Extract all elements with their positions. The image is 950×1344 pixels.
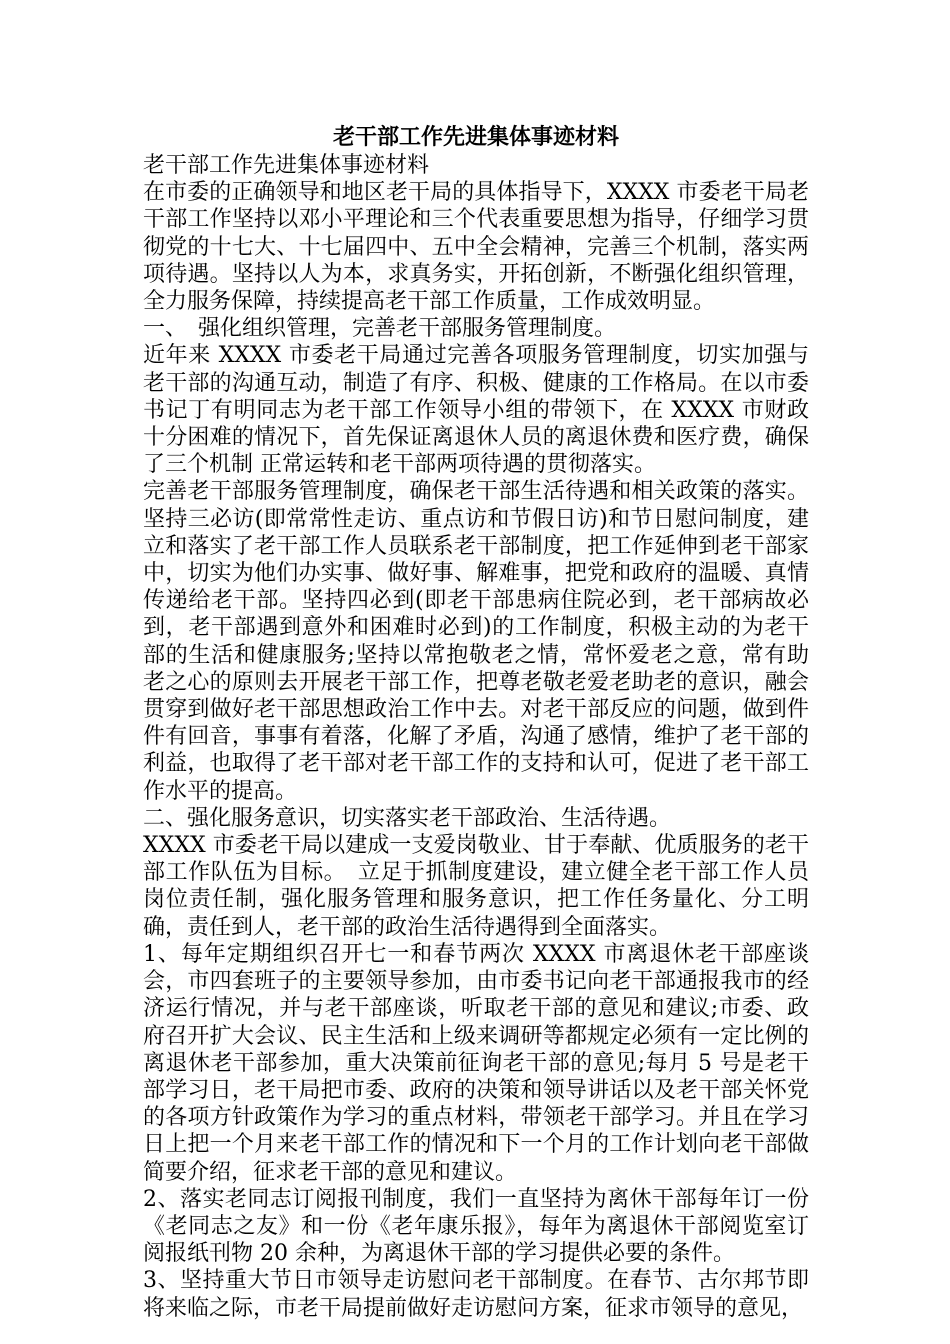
body-paragraph: XXXX 市委老干局以建成一支爱岗敬业、甘于奉献、优质服务的老干部工作队伍为目标。 立足于抓制度建设，建立健全老干部工作人员岗位责任制，强化服务管理和服务意识，把工作任务量化、分工明确，责任到人，老干部的政治生活待遇得到全面落实。: [143, 833, 809, 940]
list-item-3: 3、坚持重大节日市领导走访慰问老干部制度。在春节、古尔邦节即将来临之际，市老干局提前做好走访慰问方案，征求市领导的意见，: [143, 1268, 809, 1321]
document-title: 老干部工作先进集体事迹材料: [332, 124, 619, 150]
list-item-1: 1、每年定期组织召开七一和春节两次 XXXX 市离退休老干部座谈会，市四套班子的主要领导参加，由市委书记向老干部通报我市的经济运行情况，并与老干部座谈，听取老干部的意见和建议;市委、政府召开扩大会议、民主生活和上级来调研等都规定必须有一定比例的离退休老干部参加，重大决策前征询老干部的意见;每月 5 号是老干部学习日，老干局把市委、政府的决策和领导讲话以及老干部关怀党的各项方针政策作为学习的重点材料，带领老干部学习。并且在学习日上把一个月来老干部工作的情况和下一个月的工作计划向老干部做简要介绍，征求老干部的意见和建议。: [143, 941, 809, 1185]
body-paragraph: 完善老干部服务管理制度，确保老干部生活待遇和相关政策的落实。坚持三必访(即常常性走访、重点访和节假日访)和节日慰问制度，建立和落实了老干部工作人员联系老干部制度，把工作延伸到老干部家中，切实为他们办实事、做好事、解难事，把党和政府的温暖、真情传递给老干部。坚持四必到(即老干部患病住院必到，老干部病故必到，老干部遇到意外和困难时必到)的工作制度，积极主动的为老干部的生活和健康服务;坚持以常抱敬老之情，常怀爱老之意，常有助老之心的原则去开展老干部工作，把尊老敬老爱老助老的意识，融会贯穿到做好老干部思想政治工作中去。对老干部反应的问题，做到件件有回音，事事有着落，化解了矛盾，沟通了感情，维护了老干部的利益，也取得了老干部对老干部工作的支持和认可，促进了老干部工作水平的提高。: [143, 479, 809, 804]
section-heading-2: 二、强化服务意识，切实落实老干部政治、生活待遇。: [143, 805, 672, 831]
document-page: [143, 122, 809, 1322]
list-item-2: 2、落实老同志订阅报刊制度，我们一直坚持为离休干部每年订一份《老同志之友》和一份《老年康乐报》，每年为离退休干部阅览室订阅报纸刊物 20 余种，为离退休干部的学习提供必要的条件。: [143, 1186, 809, 1267]
intro-paragraph: 在市委的正确领导和地区老干局的具体指导下，XXXX 市委老干局老干部工作坚持以邓小平理论和三个代表重要思想为指导，仔细学习贯彻党的十七大、十七届四中、五中全会精神，完善三个机制，落实两项待遇。坚持以人为本，求真务实，开拓创新，不断强化组织管理，全力服务保障，持续提高老干部工作质量，工作成效明显。: [143, 180, 809, 315]
subtitle-paragraph: 老干部工作先进集体事迹材料: [143, 153, 430, 178]
body-paragraph: 近年来 XXXX 市委老干局通过完善各项服务管理制度，切实加强与老干部的沟通互动，制造了有序、积极、健康的工作格局。在以市委书记丁有明同志为老干部工作领导小组的带领下，在 XXXX 市财政十分困难的情况下，首先保证离退休人员的离退休费和医疗费，确保了三个机制 正常运转和老干部两项待遇的贯彻落实。: [143, 343, 809, 478]
section-heading-1: 一、 强化组织管理，完善老干部服务管理制度。: [143, 316, 617, 342]
